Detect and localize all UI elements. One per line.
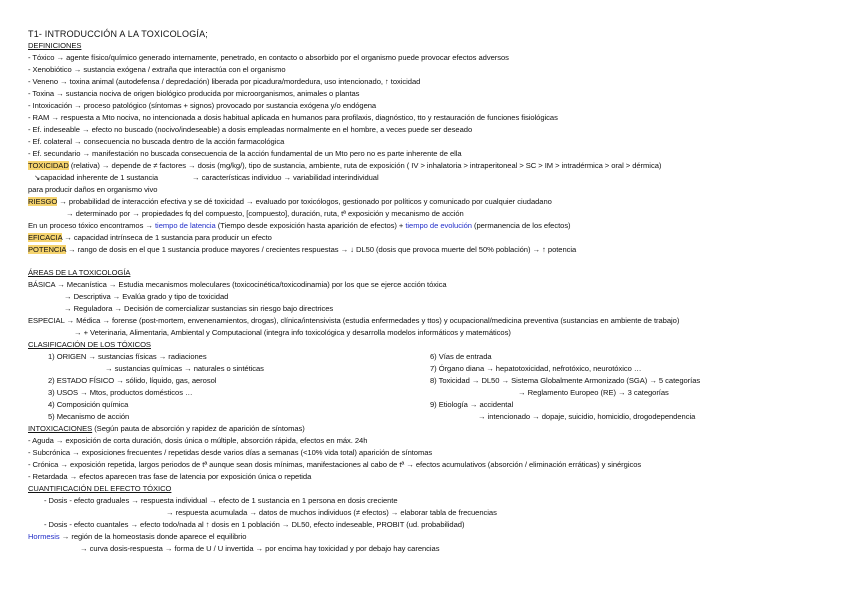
clasif-origen-quimicas: → sustancias químicas → naturales o sintéticas — [105, 364, 264, 373]
document-title: T1- INTRODUCCIÓN A LA TOXICOLOGÍA; — [28, 29, 209, 39]
intoxicaciones-note: (Según pauta de absorción y rapidez de aparición de síntomas) — [92, 424, 305, 433]
proceso-toxico — [28, 221, 571, 231]
riesgo-line — [28, 197, 552, 207]
eficacia-term: EFICACIA — [28, 233, 63, 242]
tiempo-evolucion: tiempo de evolución — [405, 221, 472, 230]
intox-subcronica: - Subcrónica → exposiciones frecuentes / repetidas desde varios días a semanas (<10% vida total) aparición de síntomas — [28, 448, 433, 457]
toxicidad-line — [28, 161, 661, 171]
hormesis-line — [28, 532, 246, 542]
clasif-etiologia: 9) Etiología → accidental — [430, 400, 514, 409]
proceso-text-c: (permanencia de los efectos) — [471, 221, 571, 230]
def-ef-secundario: - Ef. secundario → manifestación no buscada consecuencia de la acción fundamental de un Mto pero no es parte inherente de ella — [28, 149, 462, 158]
toxicidad-danos: para producir daños en organismo vivo — [28, 185, 158, 194]
definiciones-heading: DEFINICIONES — [28, 41, 82, 50]
potencia-text: → rango de dosis en el que 1 sustancia produce mayores / crecientes respuestas → ↓ DL50 (dosis que provoca muerte del 50% población) → ↑ potencia — [66, 245, 577, 254]
intoxicaciones-line — [28, 424, 305, 434]
clasif-mecanismo: 5) Mecanismo de acción — [48, 412, 130, 421]
hormesis-text: → región de la homeostasis donde aparece el equilibrio — [59, 532, 247, 541]
cuant-graduales: - Dosis - efecto graduales → respuesta individual → efecto de 1 sustancia en 1 persona en dosis creciente — [44, 496, 398, 505]
potencia-line — [28, 245, 576, 255]
riesgo-determinado: → determinado por → propiedades fq del compuesto, [compuesto], duración, ruta, tª exposición y mecanismo de acción — [66, 209, 464, 218]
clasif-usos: 3) USOS → Mtos, productos domésticos … — [48, 388, 193, 397]
toxicidad-text: (relativa) → depende de ≠ factores → dosis (mg/kg/), tipo de sustancia, ambiente, ruta de exposición ( IV > inhalatoria > intraperitoneal > SC > IM > intradérmica > oral > dérmica) — [68, 161, 662, 170]
toxicidad-term: TOXICIDAD — [28, 161, 69, 170]
toxicidad-caracteristicas: → características individuo → variabilidad interindividual — [192, 173, 379, 182]
area-especial: ESPECIAL → Médica → forense (post-mortem, envenenamientos, drogas), clínica/intensivista (estudia enfermedades y ttos) y ocupacional/medicina preventiva (sustancias en ambiente de trabajo) — [28, 316, 680, 325]
tiempo-latencia: tiempo de latencia — [155, 221, 216, 230]
hormesis-term: Hormesis — [28, 532, 60, 541]
cuant-graduales-acumulada: → respuesta acumulada → datos de muchos individuos (≠ efectos) → elaborar tabla de frecuencias — [166, 508, 497, 517]
clasificacion-heading: CLASIFICACIÓN DE LOS TÓXICOS — [28, 340, 151, 349]
clasif-organo-diana: 7) Órgano diana → hepatotoxicidad, nefrotóxico, neurotóxico … — [430, 364, 642, 373]
cuantificacion-heading: CUANTIFICACIÓN DEL EFECTO TÓXICO — [28, 484, 172, 493]
clasif-toxicidad: 8) Toxicidad → DL50 → Sistema Globalmente Armonizado (SGA) → 5 categorías — [430, 376, 701, 385]
clasif-vias-entrada: 6) Vías de entrada — [430, 352, 492, 361]
area-basica: BÁSICA → Mecanística → Estudia mecanismos moleculares (toxicocinética/toxicodinamia) por los que se ejerce acción tóxica — [28, 280, 447, 289]
def-intoxicacion: - Intoxicación → proceso patológico (síntomas + signos) provocado por sustancia exógena y/o endógena — [28, 101, 377, 110]
def-ram: - RAM → respuesta a Mto nociva, no intencionada a dosis habitual aplicada en humanos para profilaxis, diagnóstico, tto y restauración de funciones fisiológicas — [28, 113, 558, 122]
proceso-text-a: En un proceso tóxico encontramos → — [28, 221, 155, 230]
toxicidad-capacidad: ↘capacidad inherente de 1 sustancia — [34, 173, 159, 182]
def-ef-indeseable: - Ef. indeseable → efecto no buscado (nocivo/indeseable) a dosis empleadas normalmente en el hombre, a veces puede ser deseado — [28, 125, 473, 134]
clasif-intencionado: → intencionado → dopaje, suicidio, homicidio, drogodependencia — [478, 412, 696, 421]
clasif-estado-fisico: 2) ESTADO FÍSICO → sólido, líquido, gas, aerosol — [48, 376, 217, 385]
def-toxina: - Toxina → sustancia nociva de origen biológico producida por microorganismos, animales o plantas — [28, 89, 360, 98]
intox-aguda: - Aguda → exposición de corta duración, dosis única o múltiple, absorción rápida, efectos en máx. 24h — [28, 436, 368, 445]
area-descriptiva: → Descriptiva → Evalúa grado y tipo de toxicidad — [64, 292, 229, 301]
intox-cronica: - Crónica → exposición repetida, largos periodos de tª aunque sean dosis mínimas, manifestaciones al cabo de tª → efectos acumulativos (absorción / eliminación erráticas) y sinérgicos — [28, 460, 642, 469]
potencia-term: POTENCIA — [28, 245, 66, 254]
def-xenobiotico: - Xenobiótico → sustancia exógena / extraña que interactúa con el organismo — [28, 65, 286, 74]
clasif-origen: 1) ORIGEN → sustancias físicas → radiaciones — [48, 352, 207, 361]
clasif-composicion: 4) Composición química — [48, 400, 129, 409]
eficacia-line — [28, 233, 272, 243]
area-reguladora: → Reguladora → Decisión de comercializar sustancias sin riesgo bajo directrices — [64, 304, 334, 313]
proceso-text-b: (Tiempo desde exposición hasta aparición de efectos) + — [215, 221, 406, 230]
intoxicaciones-heading: INTOXICACIONES — [28, 424, 93, 433]
eficacia-text: → capacidad intrínseca de 1 sustancia para producir un efecto — [62, 233, 272, 242]
riesgo-term: RIESGO — [28, 197, 58, 206]
def-ef-colateral: - Ef. colateral → consecuencia no buscada dentro de la acción farmacológica — [28, 137, 285, 146]
def-toxico: - Tóxico → agente físico/químico generado internamente, penetrado, en contacto o absorbido por el organismo puede provocar efectos adversos — [28, 53, 509, 62]
riesgo-text: → probabilidad de interacción efectiva y se dé toxicidad → evaluado por toxicólogos, gestionado por políticos y comunicado por cualquier ciudadano — [57, 197, 552, 206]
cuant-cuantales: - Dosis - efecto cuantales → efecto todo/nada al ↑ dosis en 1 población → DL50, efecto indeseable, PROBIT (ud. probabilidad) — [44, 520, 465, 529]
areas-heading: ÁREAS DE LA TOXICOLOGÍA — [28, 268, 131, 277]
area-especial-otras: → + Veterinaria, Alimentaria, Ambiental y Computacional (integra info toxicológica y desarrolla modelos informáticos y matemáticos) — [74, 328, 511, 337]
hormesis-curva: → curva dosis-respuesta → forma de U / U invertida → por encima hay toxicidad y por debajo hay carencias — [80, 544, 440, 553]
clasif-reglamento-europeo: → Reglamento Europeo (RE) → 3 categorías — [518, 388, 669, 397]
intox-retardada: - Retardada → efectos aparecen tras fase de latencia por exposición única o repetida — [28, 472, 312, 481]
def-veneno: - Veneno → toxina animal (autodefensa / depredación) liberada por picadura/mordedura, uso intencionado, ↑ toxicidad — [28, 77, 421, 86]
